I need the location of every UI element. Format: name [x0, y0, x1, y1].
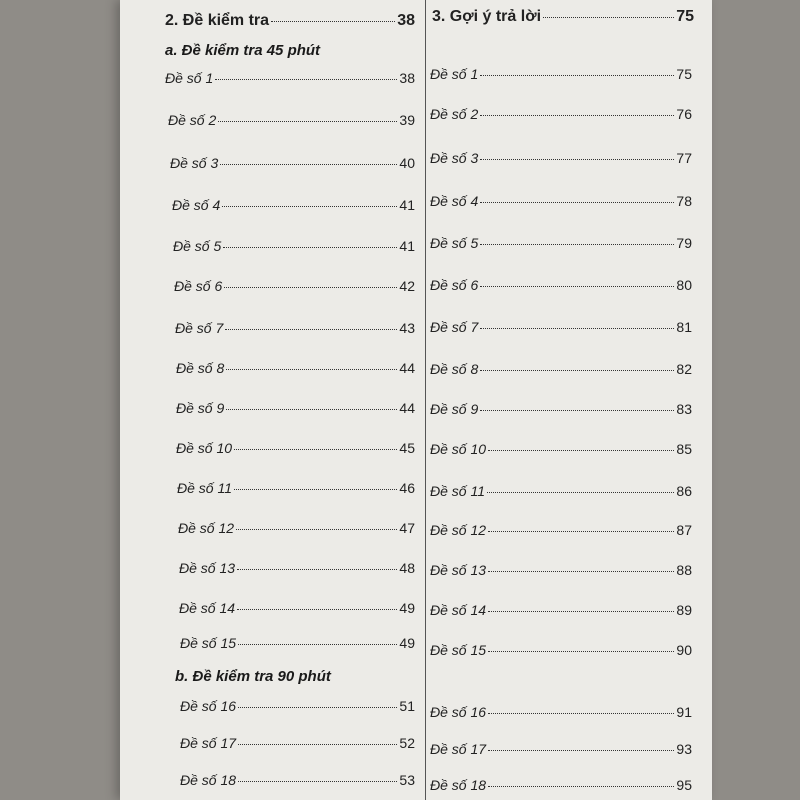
leader-dots [488, 450, 674, 451]
toc-entry [172, 197, 415, 213]
leader-dots [488, 571, 674, 572]
leader-dots [480, 286, 674, 287]
leader-dots [488, 750, 674, 751]
toc-entry [180, 735, 415, 751]
entry-page-number: 95 [676, 777, 692, 793]
leader-dots [234, 489, 397, 490]
entry-page-number: 52 [399, 735, 415, 751]
entry-label: Đề số 12 [430, 522, 487, 538]
toc-entry [430, 66, 692, 82]
entry-label: Đề số 4 [172, 197, 221, 213]
toc-heading-exams [165, 12, 415, 30]
entry-label: Đề số 9 [176, 400, 225, 416]
toc-entry [173, 238, 415, 254]
entry-page-number: 38 [399, 70, 415, 86]
entry-page-number: 39 [399, 112, 415, 128]
leader-dots [237, 609, 397, 610]
entry-page-number: 44 [399, 400, 415, 416]
leader-dots [480, 328, 674, 329]
heading-label: 2. Đề kiểm tra [165, 12, 270, 29]
entry-page-number: 80 [676, 277, 692, 293]
toc-entry [430, 361, 692, 377]
toc-entry [430, 106, 692, 122]
leader-dots [222, 206, 397, 207]
entry-label: Đề số 9 [430, 401, 479, 417]
entry-label: Đề số 8 [430, 361, 479, 377]
leader-dots [480, 244, 674, 245]
entry-page-number: 42 [399, 278, 415, 294]
entry-page-number: 87 [676, 522, 692, 538]
leader-dots [223, 247, 397, 248]
toc-entry [176, 400, 415, 416]
entry-label: Đề số 14 [179, 600, 236, 616]
leader-dots [480, 370, 674, 371]
leader-dots [480, 410, 674, 411]
toc-entry [430, 483, 692, 499]
leader-dots [238, 707, 397, 708]
entry-label: Đề số 6 [174, 278, 223, 294]
leader-dots [238, 744, 397, 745]
entry-label: Đề số 4 [430, 193, 479, 209]
leader-dots [234, 449, 397, 450]
entry-page-number: 88 [676, 562, 692, 578]
entry-page-number: 77 [676, 150, 692, 166]
entry-label: Đề số 1 [165, 70, 214, 86]
entry-page-number: 48 [399, 560, 415, 576]
toc-entry [179, 600, 415, 616]
toc-heading-entry [165, 12, 415, 30]
heading-label: 3. Gợi ý trả lời [432, 8, 542, 25]
entry-label: Đề số 13 [179, 560, 236, 576]
entry-label: Đề số 11 [430, 483, 485, 499]
entry-page-number: 40 [399, 155, 415, 171]
leader-dots [488, 786, 674, 787]
toc-entry [180, 635, 415, 651]
entry-page-number: 81 [676, 319, 692, 335]
toc-entry [177, 480, 415, 496]
entry-label: Đề số 13 [430, 562, 487, 578]
toc-entry [430, 401, 692, 417]
leader-dots [220, 164, 397, 165]
toc-heading-entry [432, 8, 694, 26]
entry-label: Đề số 15 [180, 635, 237, 651]
leader-dots [480, 202, 674, 203]
entry-label: Đề số 8 [176, 360, 225, 376]
toc-entry [174, 278, 415, 294]
column-divider [425, 0, 426, 800]
toc-entry [430, 602, 692, 618]
leader-dots [271, 21, 395, 22]
entry-page-number: 76 [676, 106, 692, 122]
leader-dots [236, 529, 397, 530]
entry-page-number: 45 [399, 440, 415, 456]
leader-dots [226, 369, 397, 370]
entry-page-number: 46 [399, 480, 415, 496]
toc-entry [176, 360, 415, 376]
entry-page-number: 85 [676, 441, 692, 457]
heading-page-number: 75 [676, 8, 694, 25]
toc-entry [430, 522, 692, 538]
entry-label: Đề số 17 [430, 741, 487, 757]
entry-label: Đề số 2 [168, 112, 217, 128]
entry-label: Đề số 2 [430, 106, 479, 122]
entry-label: Đề số 16 [430, 704, 487, 720]
leader-dots [480, 75, 674, 76]
leader-dots [237, 569, 397, 570]
entry-page-number: 43 [399, 320, 415, 336]
leader-dots [480, 115, 674, 116]
toc-entry [430, 704, 692, 720]
entry-page-number: 89 [676, 602, 692, 618]
toc-entry [430, 642, 692, 658]
leader-dots [225, 329, 397, 330]
toc-entry [165, 70, 415, 86]
toc-entry [430, 777, 692, 793]
entry-page-number: 49 [399, 635, 415, 651]
entry-page-number: 93 [676, 741, 692, 757]
toc-entry [430, 235, 692, 251]
toc-entry [176, 440, 415, 456]
entry-label: Đề số 7 [175, 320, 224, 336]
leader-dots [238, 781, 397, 782]
entry-label: Đề số 6 [430, 277, 479, 293]
entry-label: Đề số 16 [180, 698, 237, 714]
toc-entry [179, 560, 415, 576]
entry-label: Đề số 11 [177, 480, 232, 496]
entry-page-number: 41 [399, 238, 415, 254]
entry-page-number: 79 [676, 235, 692, 251]
entry-page-number: 78 [676, 193, 692, 209]
entry-label: Đề số 12 [178, 520, 235, 536]
leader-dots [488, 651, 674, 652]
entry-label: Đề số 15 [430, 642, 487, 658]
leader-dots [238, 644, 397, 645]
toc-entry [168, 112, 415, 128]
toc-entry [430, 193, 692, 209]
entry-page-number: 41 [399, 197, 415, 213]
leader-dots [488, 611, 674, 612]
leader-dots [487, 492, 674, 493]
entry-page-number: 83 [676, 401, 692, 417]
entry-label: Đề số 17 [180, 735, 237, 751]
entry-label: Đề số 18 [180, 772, 237, 788]
entry-page-number: 47 [399, 520, 415, 536]
toc-entry [180, 772, 415, 788]
toc-entry [430, 150, 692, 166]
leader-dots [543, 17, 674, 18]
entry-label: Đề số 3 [170, 155, 219, 171]
toc-entry [178, 520, 415, 536]
leader-dots [218, 121, 397, 122]
toc-entry [180, 698, 415, 714]
leader-dots [224, 287, 397, 288]
toc-entry [175, 320, 415, 336]
leader-dots [226, 409, 397, 410]
entry-label: Đề số 3 [430, 150, 479, 166]
toc-entry [430, 441, 692, 457]
entry-page-number: 91 [676, 704, 692, 720]
entry-label: Đề số 1 [430, 66, 479, 82]
toc-entry [430, 741, 692, 757]
entry-page-number: 44 [399, 360, 415, 376]
entry-page-number: 53 [399, 772, 415, 788]
subheading-45-min: a. Đề kiểm tra 45 phút [165, 42, 321, 59]
entry-label: Đề số 18 [430, 777, 487, 793]
entry-page-number: 82 [676, 361, 692, 377]
entry-label: Đề số 7 [430, 319, 479, 335]
entry-page-number: 90 [676, 642, 692, 658]
entry-label: Đề số 5 [430, 235, 479, 251]
leader-dots [480, 159, 674, 160]
entry-label: Đề số 10 [430, 441, 487, 457]
subheading-90-min: b. Đề kiểm tra 90 phút [175, 668, 331, 685]
toc-entry [430, 562, 692, 578]
toc-entry [430, 277, 692, 293]
toc-heading-answers [432, 8, 694, 26]
leader-dots [488, 713, 674, 714]
entry-page-number: 49 [399, 600, 415, 616]
leader-dots [215, 79, 397, 80]
entry-label: Đề số 14 [430, 602, 487, 618]
entry-label: Đề số 10 [176, 440, 233, 456]
heading-page-number: 38 [397, 12, 415, 29]
entry-page-number: 75 [676, 66, 692, 82]
entry-label: Đề số 5 [173, 238, 222, 254]
entry-page-number: 51 [399, 698, 415, 714]
entry-page-number: 86 [676, 483, 692, 499]
toc-entry [170, 155, 415, 171]
leader-dots [488, 531, 674, 532]
toc-entry [430, 319, 692, 335]
